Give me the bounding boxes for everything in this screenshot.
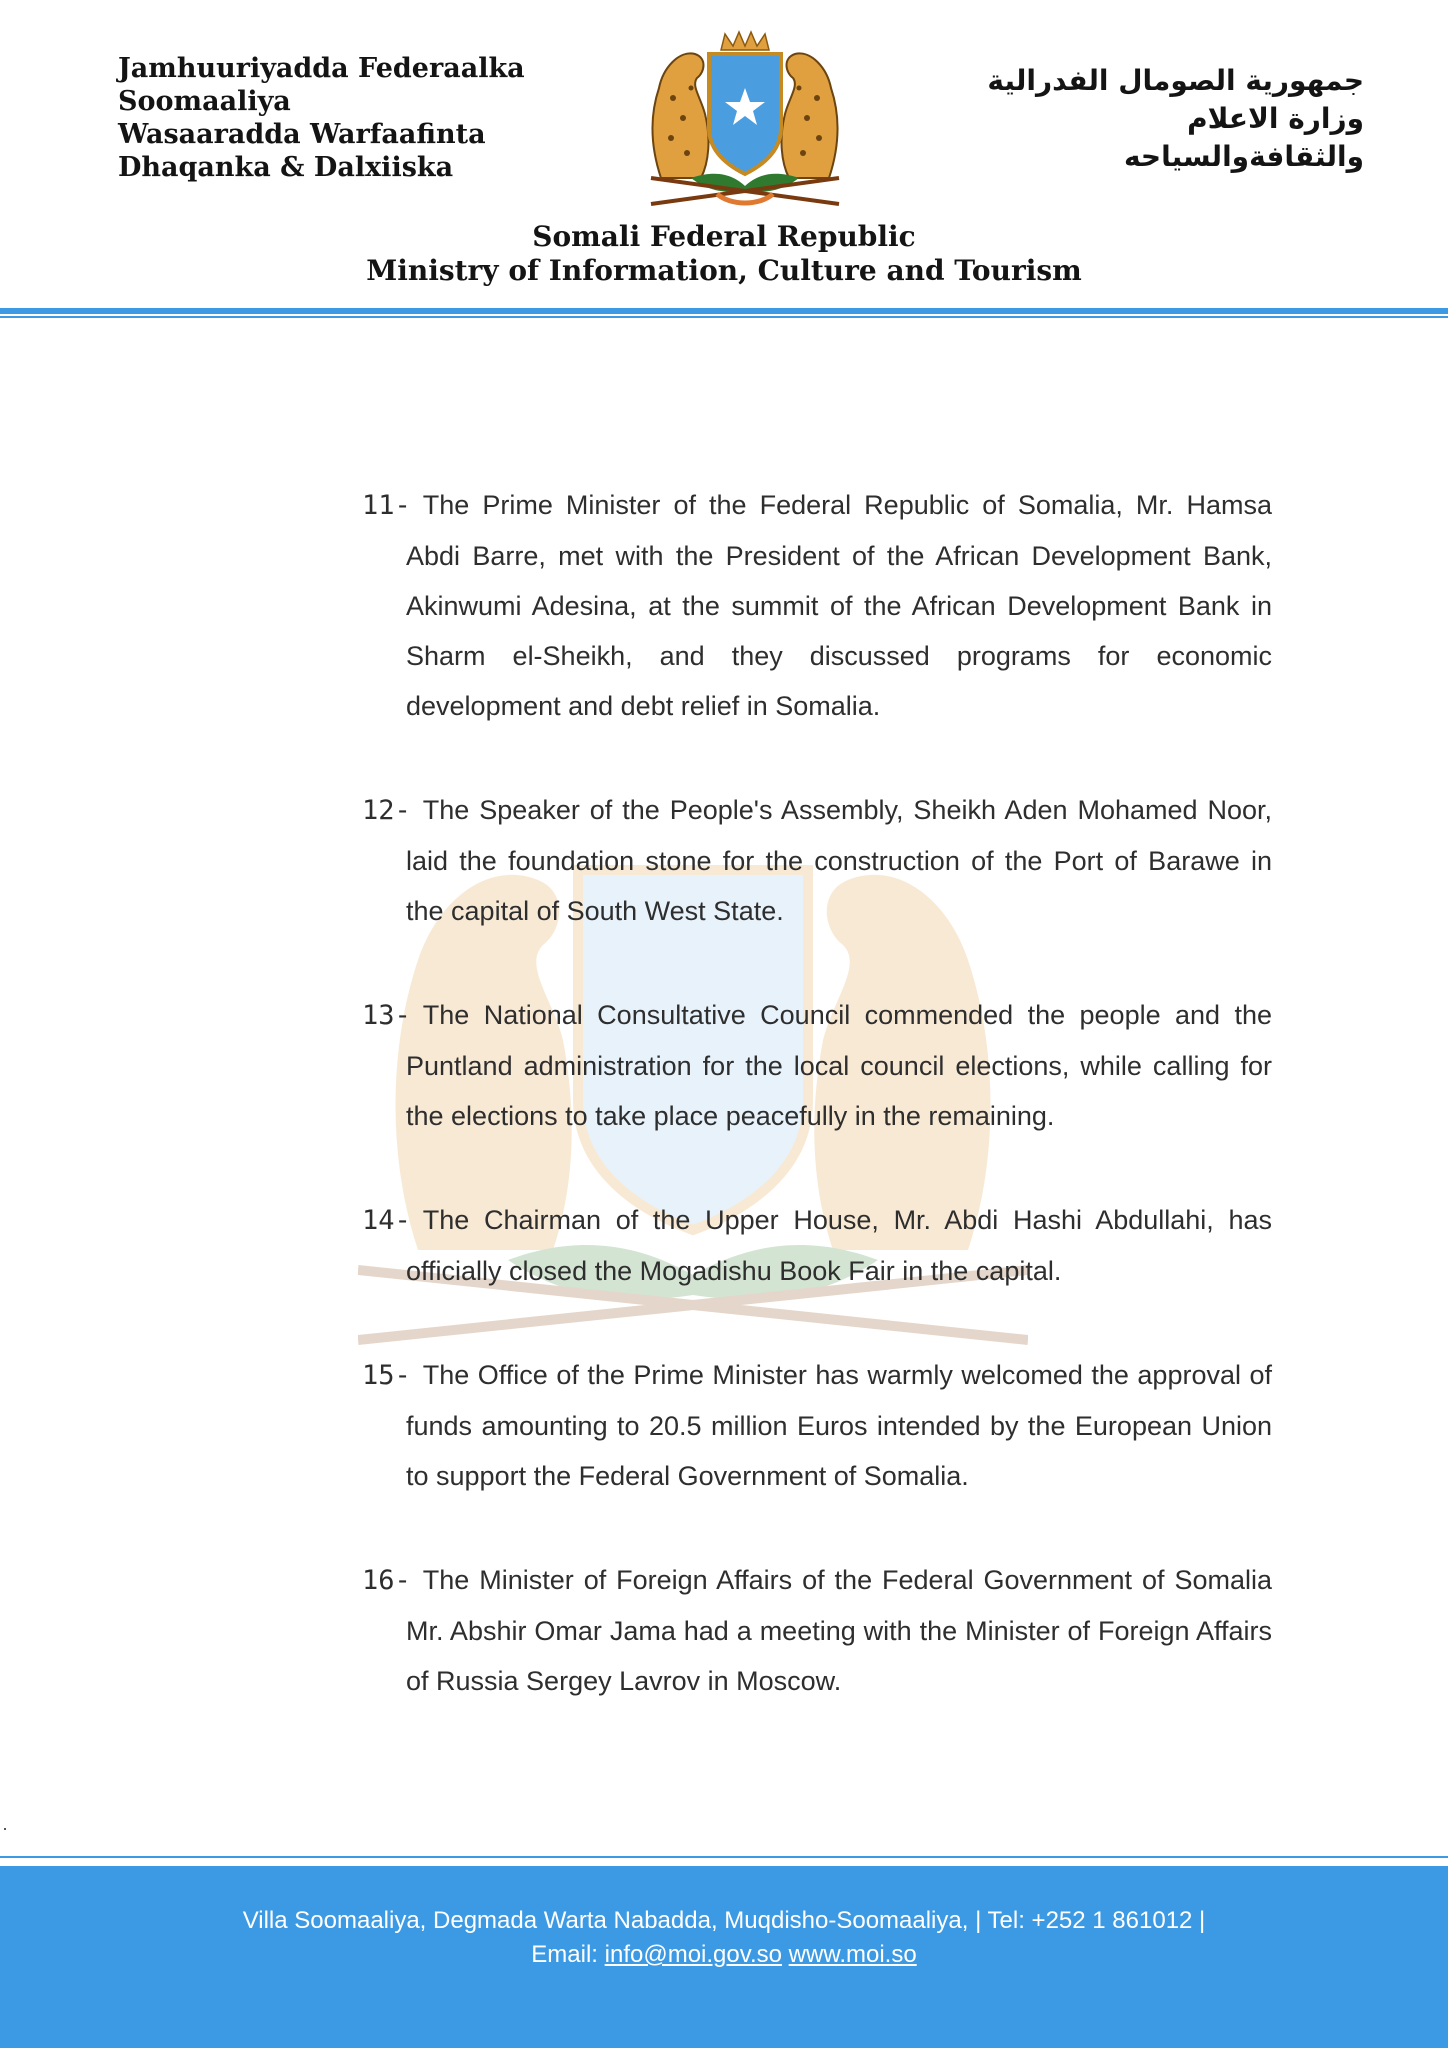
title-line-2: Ministry of Information, Culture and Tourism <box>366 254 1082 287</box>
item-number: 11- <box>362 490 411 521</box>
item-text: The Minister of Foreign Affairs of the Federal Government of Somalia Mr. Abshir Omar Jama had a meeting with the Minister of Foreign Affairs of Russia Sergey Lavrov in Moscow. <box>406 1565 1272 1696</box>
item-text: The Chairman of the Upper House, Mr. Abdi Hashi Abdullahi, has officially closed the Mogadishu Book Fair in the capital. <box>406 1205 1272 1286</box>
news-list <box>362 480 1272 1760</box>
item-number: 12- <box>362 795 411 826</box>
header-left-line: Dhaqanka & Dalxiiska <box>118 152 454 183</box>
item-text: The Prime Minister of the Federal Republic of Somalia, Mr. Hamsa Abdi Barre, met with the President of the African Development Bank, Akinwumi Adesina, at the summit of the African Development Bank in Sharm el-Sheikh, and they discussed programs for economic development and debt relief in Somalia. <box>406 490 1272 721</box>
news-item <box>362 1555 1272 1706</box>
footer-address: Villa Soomaaliya, Degmada Warta Nabadda, Muqdisho-Soomaaliya, | Tel: +252 1 861012 | <box>242 1907 1206 1934</box>
news-item <box>362 990 1272 1141</box>
website-link[interactable]: www.moi.so <box>788 1941 917 1968</box>
email-label: Email: <box>531 1941 598 1968</box>
news-item <box>362 1350 1272 1501</box>
news-item <box>362 480 1272 731</box>
header-right-line: والثقافةوالسياحه <box>1123 140 1364 173</box>
header-divider-thin <box>0 316 1448 318</box>
somali-coat-of-arms-icon <box>621 28 869 208</box>
item-text: The Office of the Prime Minister has warmly welcomed the approval of funds amounting to 20.5 million Euros intended by the European Union to support the Federal Government of Somalia. <box>406 1360 1272 1491</box>
news-item <box>362 1195 1272 1296</box>
stray-mark <box>4 1828 6 1830</box>
footer-divider <box>0 1856 1448 1858</box>
email-link[interactable]: info@moi.gov.so <box>604 1941 782 1968</box>
header-divider <box>0 308 1448 314</box>
footer <box>0 1866 1448 2048</box>
news-item <box>362 785 1272 936</box>
ministry-title <box>0 220 1448 288</box>
item-number: 16- <box>362 1565 411 1596</box>
item-text: The Speaker of the People's Assembly, Sheikh Aden Mohamed Noor, laid the foundation stone for the construction of the Port of Barawe in the capital of South West State. <box>406 795 1272 926</box>
header-right-line: وزارة الاعلام <box>1187 102 1364 135</box>
header-somali-text <box>118 52 525 184</box>
title-line-1: Somali Federal Republic <box>532 220 916 253</box>
header-arabic-text <box>904 62 1364 176</box>
header-left-line: Soomaaliya <box>118 86 291 117</box>
footer-contact <box>0 1938 1448 1972</box>
header-left-line: Wasaaradda Warfaafinta <box>118 119 486 150</box>
item-text: The National Consultative Council commended the people and the Puntland administration for the local council elections, while calling for the elections to take place peacefully in the remaining. <box>406 1000 1272 1131</box>
item-number: 13- <box>362 1000 411 1031</box>
header-right-line: جمهورية الصومال الفدرالية <box>987 64 1364 97</box>
item-number: 14- <box>362 1205 411 1236</box>
header-left-line: Jamhuuriyadda Federaalka <box>118 53 525 84</box>
item-number: 15- <box>362 1360 411 1391</box>
